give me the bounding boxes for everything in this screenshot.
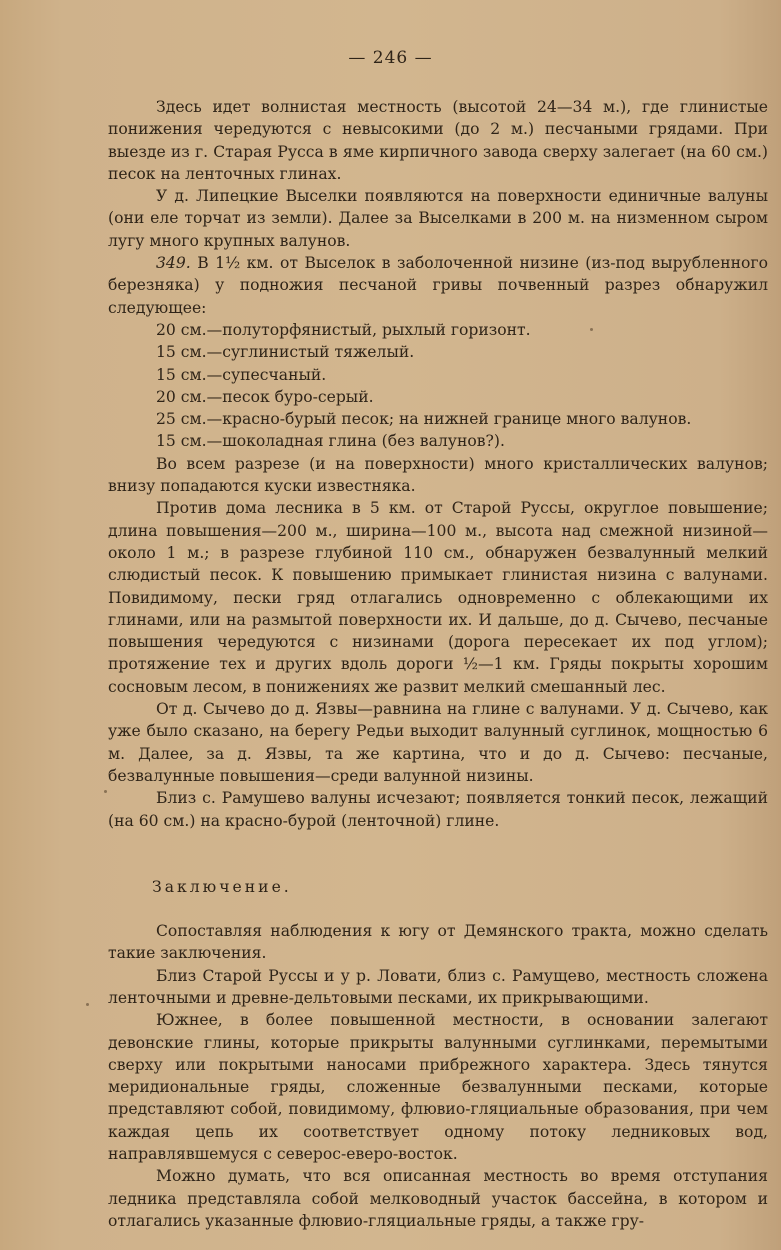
paragraph: Сопоставляя наблюдения к югу от Демянского тракта, можно сделать такие заключения. xyxy=(108,922,768,963)
paper-speck xyxy=(86,1003,89,1006)
list-item: 20 см.—полуторфянистый, рыхлый горизонт. xyxy=(156,320,531,339)
section-heading xyxy=(152,876,768,898)
list-item: 20 см.—песок буро-серый. xyxy=(156,387,374,406)
paragraph-point-349 xyxy=(108,252,768,319)
paragraph: Южнее, в более повышенной местности, в основании залегают девонские глины, которые прикрыты валунными суглинками, перемытыми сверху или покрытыми наносами прибрежного характера. Здесь тянутся меридиональные гряды, сложенные безвалунными песками, которые представляют собой, повидимому, флювио-гляциальные образования, при чем каждая цепь их соответствует одному потоку ледниковых вод, направлявшемуся с северос-еверо-восток. xyxy=(108,1011,768,1164)
paragraph: Против дома лесника в 5 км. от Старой Руссы, округлое повышение; длина повышения—200 м., ширина—100 м., высота над смежной низиной—около 1 м.; в разрезе глубиной 110 см., обнаружен безвалунный мелкий слюдистый песок. К повышению примыкает глинистая низина с валунами. Повидимому, пески гряд отлагались одновременно с облекающими их глинами, или на размытой поверхности их. И дальше, до д. Сычево, песчаные повышения чередуются с низинами (дорога пересекает их под углом); протяжение тех и других вдоль дороги ½—1 км. Гряды покрыты хорошим сосновым лесом, в понижениях же развит мелкий смешанный лес. xyxy=(108,499,768,696)
document-body xyxy=(108,96,768,1232)
list-item: 15 см.—шоколадная глина (без валунов?). xyxy=(156,432,505,451)
paragraph: У д. Липецкие Выселки появляются на поверхности единичные валуны (они еле торчат из земли). Далее за Выселками в 200 м. на низменном сыром лугу много крупных валунов. xyxy=(108,187,768,250)
paragraph: Можно думать, что вся описанная местность во время отступания ледника представляла собой мелководный участок бассейна, в котором и отлагались указанные флювио-гляциальные гряды, а также гру- xyxy=(108,1167,768,1230)
paragraph: Во всем разрезе (и на поверхности) много кристаллических валунов; внизу попадаются куски известняка. xyxy=(108,454,768,496)
point-text: В 1½ км. от Выселок в заболоченной низине (из-под вырубленного березняка) у подножия песчаной гривы почвенный разрез обнаружил следующее: xyxy=(108,254,768,317)
paper-speck xyxy=(590,328,593,331)
paragraph: Здесь идет волнистая местность (высотой 24—34 м.), где глинистые понижения чередуются с невысокими (до 2 м.) песчаными грядами. При выезде из г. Старая Русса в яме кирпичного завода сверху залегает (на 60 см.) песок на ленточных глинах. xyxy=(108,98,768,183)
paragraph: От д. Сычево до д. Язвы—равнина на глине с валунами. У д. Сычево, как уже было сказано, на берегу Редьи выходит валунный суглинок, мощностью 6 м. Далее, за д. Язвы, та же картина, что и до д. Сычево: песчаные, безвалунные повышения—среди валунной низины. xyxy=(108,700,768,785)
paragraph: Близ Старой Руссы и у р. Ловати, близ с. Рамущево, местность сложена ленточными и древне-дельтовыми песками, их прикрывающими. xyxy=(108,966,768,1007)
list-item: 25 см.—красно-бурый песок; на нижней границе много валунов. xyxy=(156,410,692,429)
list-item: 15 см.—супесчаный. xyxy=(156,365,327,384)
soil-layers-list xyxy=(108,319,768,453)
list-item: 15 см.—суглинистый тяжелый. xyxy=(156,343,415,362)
page-number: — 246 — xyxy=(348,48,433,68)
conclusion-heading: Заключение. xyxy=(152,877,292,896)
paragraph: Близ с. Рамушево валуны исчезают; появляется тонкий песок, лежащий (на 60 см.) на красно-бурой (ленточной) глине. xyxy=(108,789,768,830)
paper-speck xyxy=(104,790,107,793)
point-number: 349. xyxy=(156,254,191,273)
